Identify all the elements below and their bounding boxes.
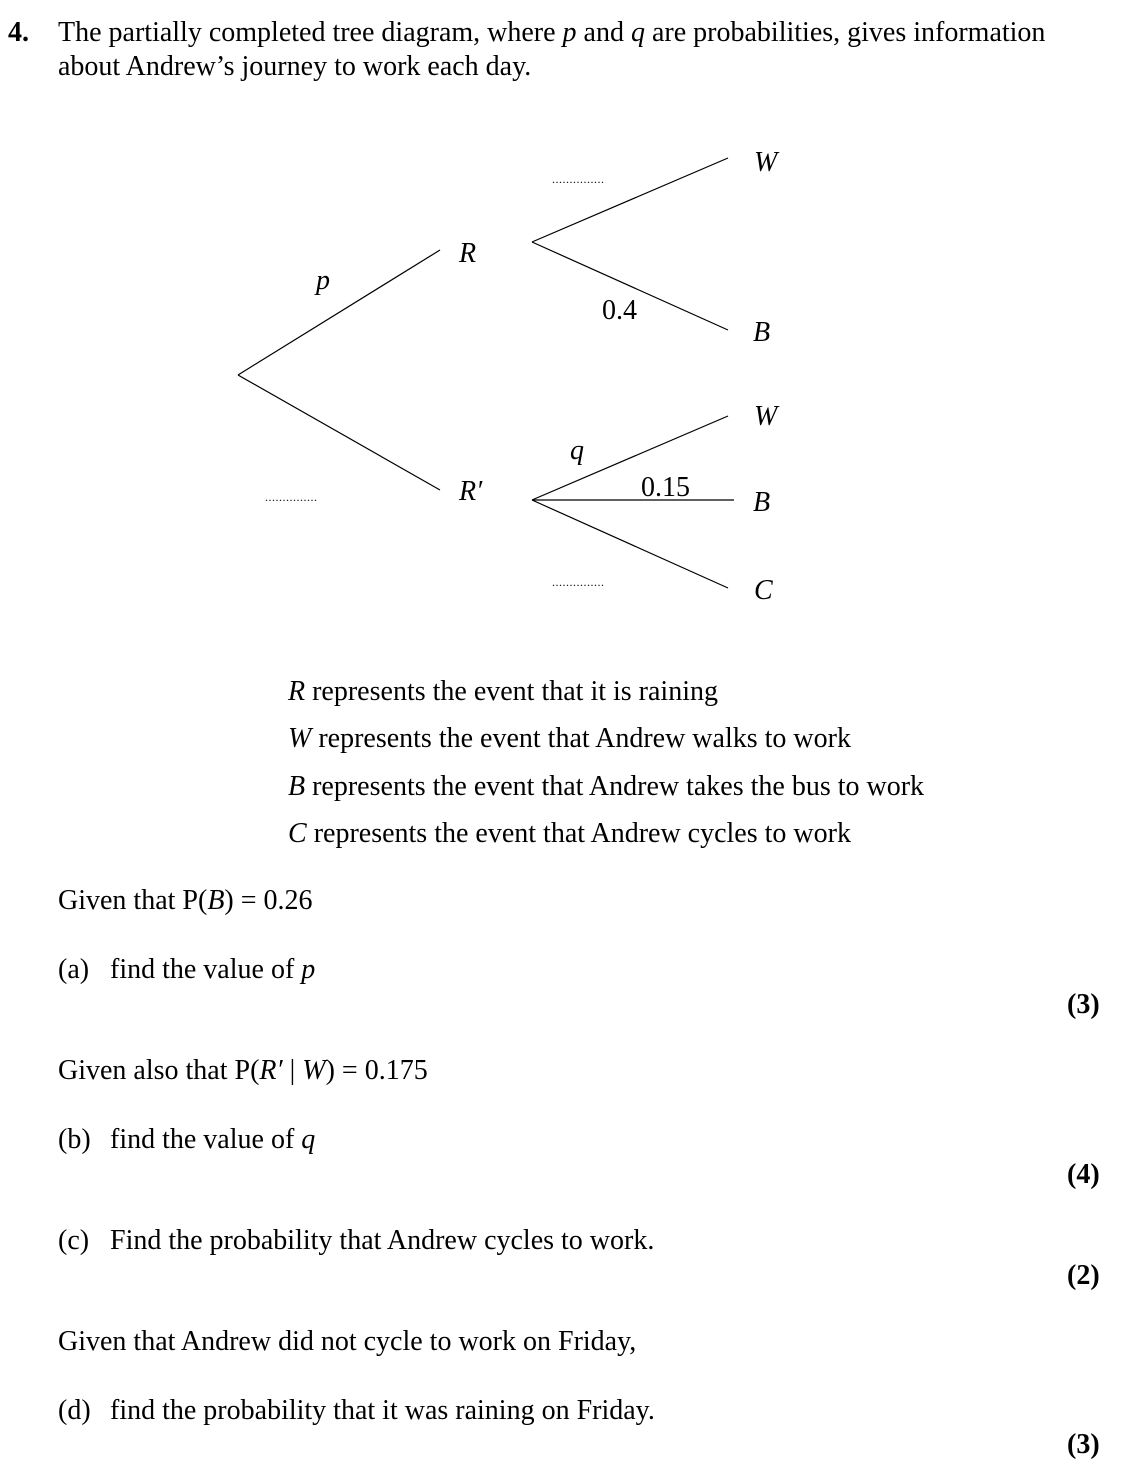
part-b-text: find the value of q [110,1124,316,1155]
given-not-cycle: Given that Andrew did not cycle to work on Friday, [58,1326,637,1357]
prob-p: p [316,265,330,296]
tree-diagram [0,0,1128,640]
part-b-label: (b) [58,1124,91,1155]
given-conditional: Given also that P(R′ | W) = 0.175 [58,1055,428,1086]
blank-dry-cycle: ............... [552,575,605,589]
given-pb: Given that P(B) = 0.26 [58,885,313,916]
key-W: W represents the event that Andrew walks to work [288,723,851,754]
branch-R-W [532,158,728,242]
node-label-W-bottom: W [754,401,778,432]
branch-Rprime-W [532,416,728,500]
branch-root-R [238,250,440,375]
prob-rain-bus: 0.4 [602,295,637,326]
part-c-label: (c) [58,1225,90,1256]
part-b-marks: (4) [1067,1159,1100,1190]
var-q: q [630,17,645,48]
part-d-text: find the probability that it was raining on Friday. [110,1395,655,1426]
question-line-2: about Andrew’s journey to work each day. [58,51,532,82]
question-line-1: The partially completed tree diagram, where p and q are probabilities, gives information [58,17,1046,48]
question-number: 4. [8,17,29,48]
key-R: R represents the event that it is raining [288,676,718,707]
key-B: B represents the event that Andrew takes the bus to work [288,771,925,802]
node-label-C: C [754,575,773,606]
node-label-R: R [459,238,477,269]
branch-root-Rprime [238,375,440,490]
part-a-text: find the value of p [110,954,316,985]
blank-rain-walk: ............... [552,172,605,186]
part-d-label: (d) [58,1395,91,1426]
node-label-B-bottom: B [753,487,771,518]
part-c-text: Find the probability that Andrew cycles to work. [110,1225,655,1256]
part-a-marks: (3) [1067,989,1100,1020]
blank-not-rain: ............... [265,490,318,504]
node-label-Rprime: R′ [459,476,483,507]
prob-q: q [570,435,584,466]
var-p: p [562,17,577,48]
node-label-W-top: W [754,147,778,178]
node-label-B-top: B [753,317,771,348]
part-c-marks: (2) [1067,1260,1100,1291]
prob-dry-bus: 0.15 [641,472,690,503]
part-d-marks: (3) [1067,1429,1100,1460]
key-C: C represents the event that Andrew cycles to work [288,818,851,849]
part-a-label: (a) [58,954,90,985]
